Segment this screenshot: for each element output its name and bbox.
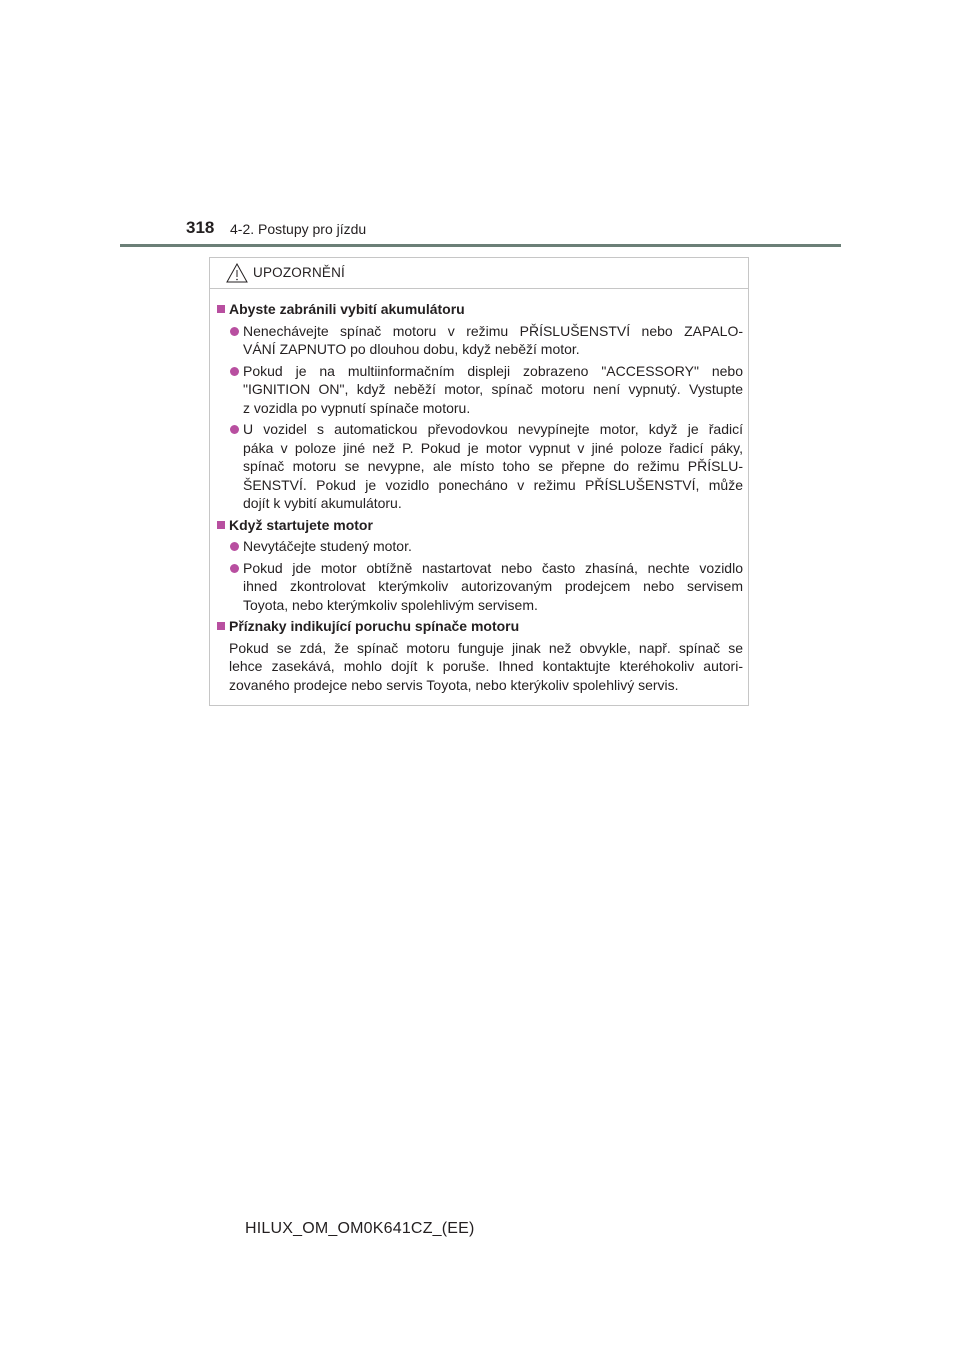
bullet-item (215, 559, 743, 615)
bullet-item (215, 537, 743, 556)
section-heading-text: Když startujete motor (229, 516, 373, 533)
section-heading-text: Příznaky indikující poruchu spínače motoru (229, 618, 520, 634)
warning-body (215, 300, 743, 697)
bullet-item (215, 420, 743, 513)
paragraph-line: lehce zasekává, mohlo dojít k poruše. Ihned kontaktujte kteréhokoliv autori- (229, 658, 743, 674)
square-bullet-icon (217, 305, 225, 313)
bullet-line: Pokud je na multiinformačním displeji zobrazeno "ACCESSORY" nebo (243, 362, 743, 379)
section-heading (215, 300, 743, 319)
round-bullet-icon (230, 425, 239, 434)
section-paragraph (215, 639, 743, 695)
bullet-line: spínač motoru se nevypne, ale místo toho se přepne do režimu PŘÍSLU- (243, 458, 743, 474)
bullet-line: Toyota, nebo kterýmkoliv spolehlivým servisem. (243, 596, 538, 613)
square-bullet-icon (217, 521, 225, 529)
paragraph-line: Pokud se zdá, že spínač motoru funguje jinak než obvykle, např. spínač se (229, 639, 743, 656)
section-heading (215, 617, 743, 636)
bullet-line: ihned zkontrolovat kterýmkoliv autorizovaným prodejcem nebo servisem (243, 578, 743, 594)
footer-code: HILUX_OM_OM0K641CZ_(EE) (245, 1220, 475, 1237)
warning-triangle-icon (226, 263, 248, 283)
bullet-line: VÁNÍ ZAPNUTO po dlouhou dobu, když neběží motor. (243, 341, 580, 357)
warning-header (210, 258, 748, 289)
bullet-item (215, 322, 743, 359)
round-bullet-icon (230, 327, 239, 336)
bullet-line: "IGNITION ON", když neběží motor, spínač motoru není vypnutý. Vystupte (243, 381, 743, 397)
bullet-line: Nenechávejte spínač motoru v režimu PŘÍSLUŠENSTVÍ nebo ZAPALO- (243, 322, 743, 339)
bullet-line: Nevytáčejte studený motor. (243, 538, 412, 554)
round-bullet-icon (230, 542, 239, 551)
round-bullet-icon (230, 367, 239, 376)
section-heading-text: Abyste zabránili vybití akumulátoru (229, 301, 465, 317)
round-bullet-icon (230, 564, 239, 573)
section-title: 4-2. Postupy pro jízdu (230, 221, 367, 237)
section-heading (215, 516, 743, 535)
paragraph-line: zovaného prodejce nebo servis Toyota, nebo kterýkoliv spolehlivý servis. (229, 676, 679, 693)
bullet-line: ŠENSTVÍ. Pokud je vozidlo ponecháno v režimu PŘÍSLUŠENSTVÍ, může (243, 476, 743, 493)
warning-box (209, 257, 749, 706)
page-number: 318 (186, 218, 215, 237)
header-rule (120, 244, 841, 247)
bullet-line: dojít k vybití akumulátoru. (243, 495, 402, 511)
bullet-line: Pokud jde motor obtížně nastartovat nebo často zhasíná, nechte vozidlo (243, 559, 743, 576)
warning-title: UPOZORNĚNÍ (253, 265, 346, 280)
bullet-line: U vozidel s automatickou převodovkou nevypínejte motor, když je řadicí (243, 421, 743, 437)
bullet-item (215, 362, 743, 418)
bullet-line: páka v poloze jiné než P. Pokud je motor vypnut v jiné poloze řadicí páky, (243, 439, 743, 456)
square-bullet-icon (217, 622, 225, 630)
bullet-line: z vozidla po vypnutí spínače motoru. (243, 399, 471, 416)
